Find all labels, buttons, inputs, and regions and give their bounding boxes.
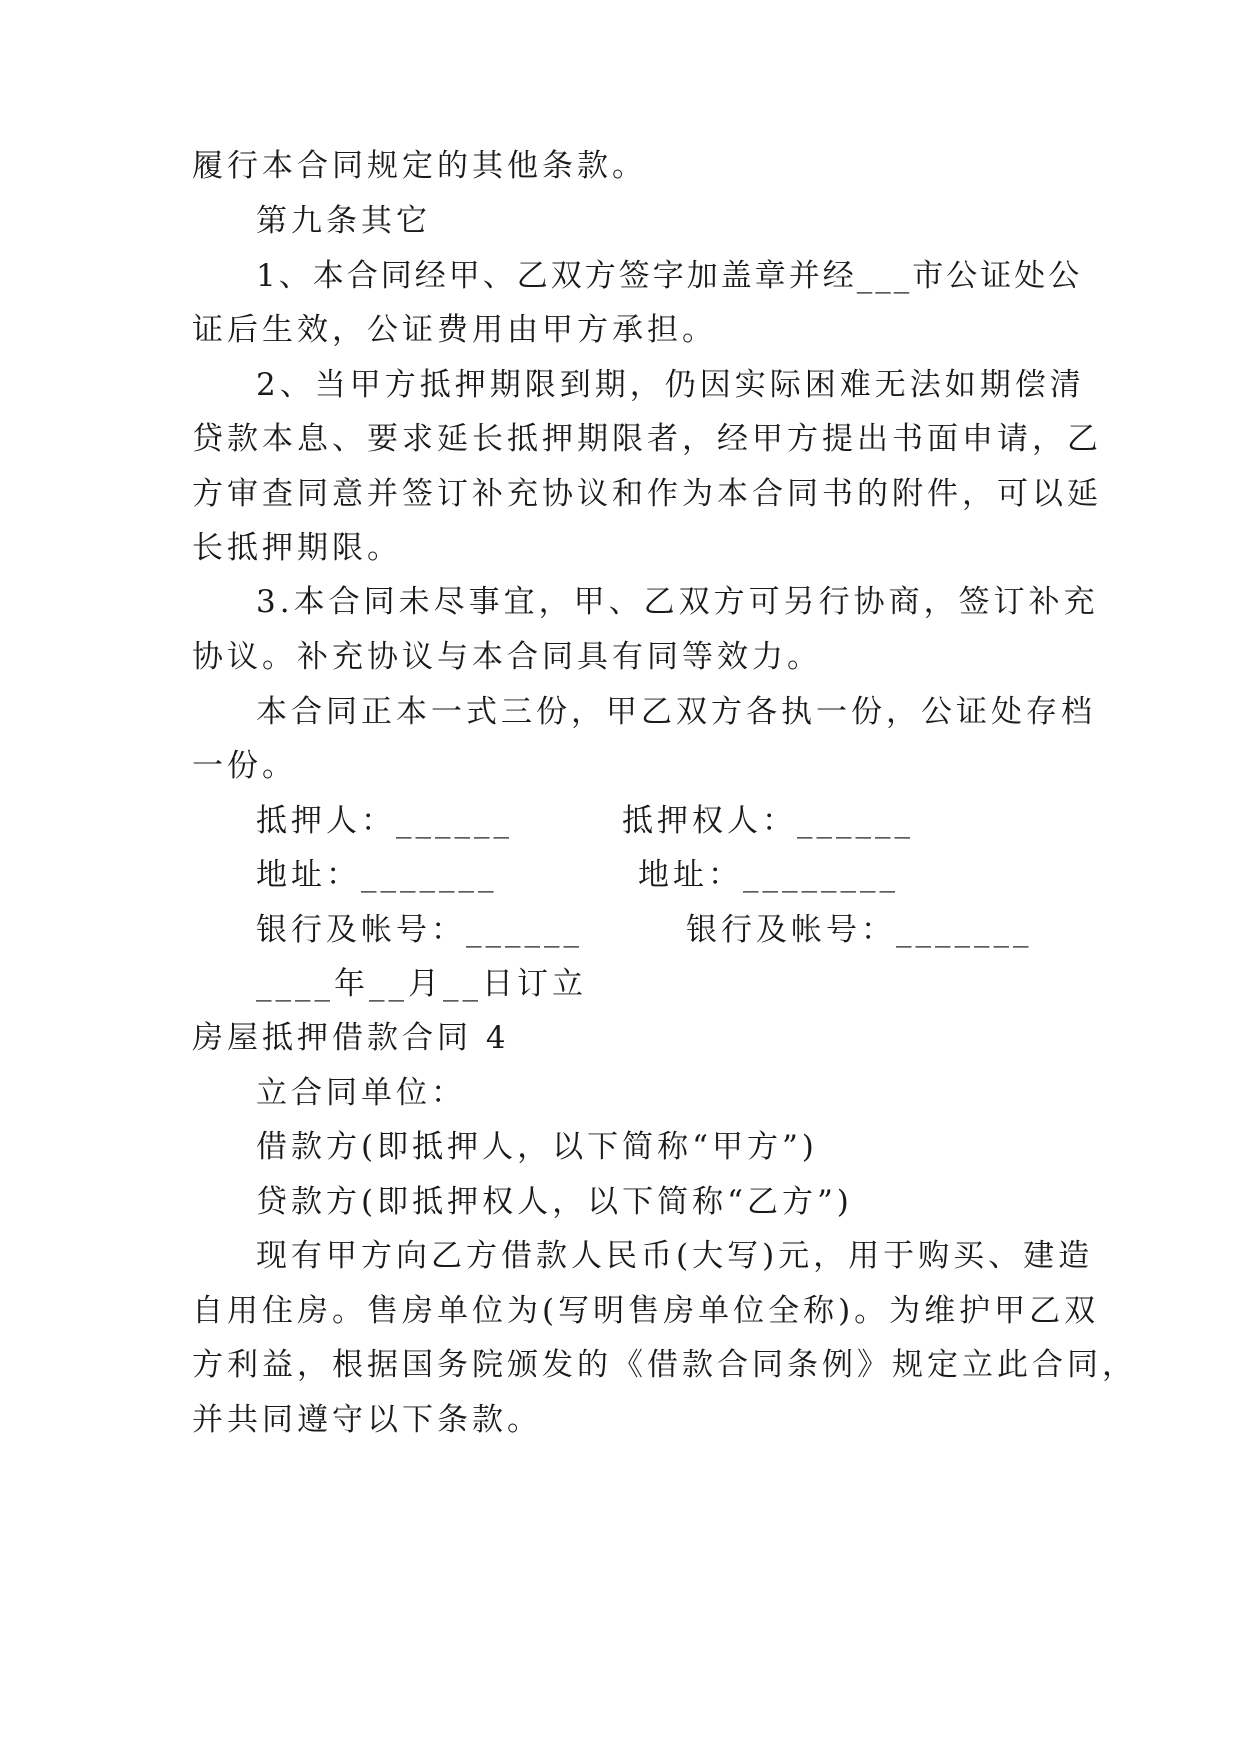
paragraph-line: 履行本合同规定的其他条款。	[192, 148, 647, 184]
paragraph-line: 长抵押期限。	[192, 530, 402, 566]
mortgagee-field: 抵押权人：______	[622, 803, 914, 839]
paragraph-line: 证后生效，公证费用由甲方承担。	[192, 312, 717, 348]
paragraph-line: 并共同遵守以下条款。	[192, 1402, 542, 1438]
paragraph-line: 本合同正本一式三份，甲乙双方各执一份，公证处存档	[256, 694, 1096, 730]
paragraph-line: 立合同单位：	[256, 1075, 466, 1111]
signing-date: ____年__月__日订立	[256, 966, 587, 1002]
bank-left-field: 银行及帐号：______	[256, 912, 583, 948]
paragraph-line: 借款方(即抵押人，以下简称“甲方”)	[256, 1129, 818, 1165]
bank-right-field: 银行及帐号：_______	[686, 912, 1033, 948]
paragraph-line: 1、本合同经甲、乙双方签字加盖章并经___市公证处公	[256, 258, 1083, 294]
paragraph-line: 3.本合同未尽事宜，甲、乙双方可另行协商，签订补充	[256, 584, 1099, 620]
document-title: 房屋抵押借款合同 4	[192, 1020, 510, 1056]
section-heading: 第九条其它	[256, 203, 431, 239]
mortgagor-field: 抵押人：______	[256, 803, 513, 839]
address-right-field: 地址：________	[638, 857, 899, 893]
paragraph-line: 协议。补充协议与本合同具有同等效力。	[192, 639, 822, 675]
paragraph-line: 贷款方(即抵押权人，以下简称“乙方”)	[256, 1184, 853, 1220]
paragraph-line: 方利益，根据国务院颁发的《借款合同条例》规定立此合同，	[192, 1347, 1137, 1383]
paragraph-line: 贷款本息、要求延长抵押期限者，经甲方提出书面申请，乙	[192, 421, 1102, 457]
paragraph-line: 方审查同意并签订补充协议和作为本合同书的附件，可以延	[192, 476, 1102, 512]
address-left-field: 地址：_______	[256, 857, 498, 893]
paragraph-line: 2、当甲方抵押期限到期，仍因实际困难无法如期偿清	[256, 367, 1085, 403]
paragraph-line: 现有甲方向乙方借款人民币(大写)元，用于购买、建造	[256, 1238, 1094, 1274]
paragraph-line: 一份。	[192, 748, 297, 784]
paragraph-line: 自用住房。售房单位为(写明售房单位全称)。为维护甲乙双	[192, 1293, 1100, 1329]
